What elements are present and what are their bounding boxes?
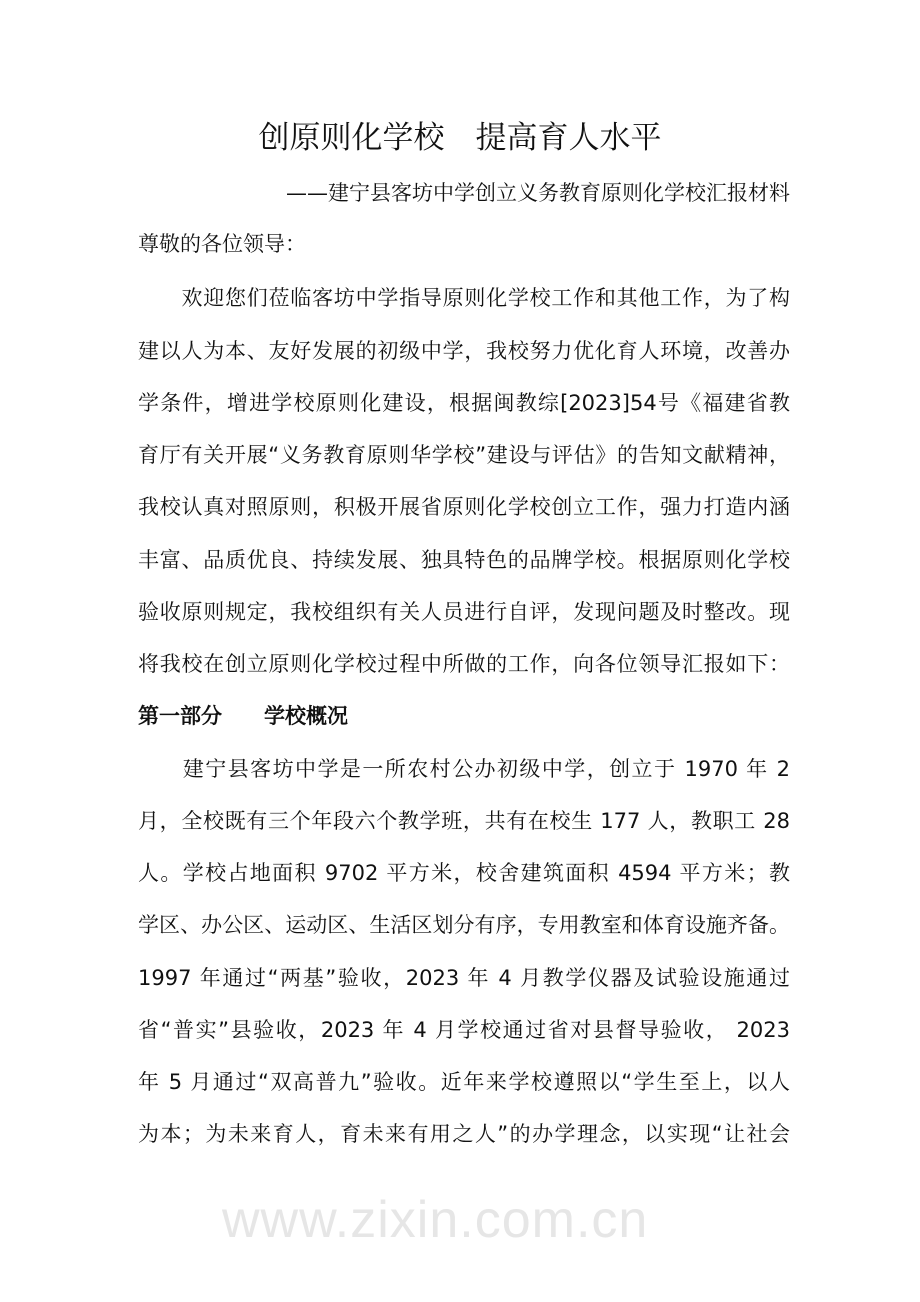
document-title: 创原则化学校 提高育人水平 (258, 120, 662, 156)
paragraph-line: 欢迎您们莅临客坊中学指导原则化学校工作和其他工作，为了构 (138, 286, 790, 310)
paragraph-line: 年 5 月通过“双高普九”验收。近年来学校遵照以“学生至上，以人 (138, 1070, 790, 1094)
paragraph-line: 丰富、品质优良、持续发展、独具特色的品牌学校。根据原则化学校 (138, 548, 790, 572)
paragraph-line: 人。学校占地面积 9702 平方米，校舍建筑面积 4594 平方米；教 (138, 861, 790, 885)
section-heading: 第一部分 学校概况 (138, 704, 348, 728)
paragraph-line: 月，全校既有三个年段六个教学班，共有在校生 177 人，教职工 28 (138, 809, 790, 833)
paragraph-line: 学条件，增进学校原则化建设，根据闽教综[2023]54号《福建省教 (138, 391, 790, 415)
paragraph-line: 省“普实”县验收，2023 年 4 月学校通过省对县督导验收， 2023 (138, 1018, 790, 1042)
paragraph-line: 验收原则规定，我校组织有关人员进行自评，发现问题及时整改。现 (138, 600, 790, 624)
paragraph-line: 育厅有关开展“义务教育原则华学校”建设与评估》的告知文献精神， (138, 443, 790, 467)
paragraph-line: 1997 年通过“两基”验收，2023 年 4 月教学仪器及试验设施通过 (138, 966, 790, 990)
paragraph-line: 将我校在创立原则化学校过程中所做的工作，向各位领导汇报如下： (138, 652, 790, 676)
paragraph-line: 我校认真对照原则，积极开展省原则化学校创立工作，强力打造内涵 (138, 495, 790, 519)
document-subtitle: ——建宁县客坊中学创立义务教育原则化学校汇报材料 (286, 181, 790, 205)
paragraph-line: 学区、办公区、运动区、生活区划分有序，专用教室和体育设施齐备。 (138, 913, 790, 937)
watermark: www.zixin.com.cn (222, 1191, 649, 1249)
paragraph-line: 为本；为未来育人，育未来有用之人”的办学理念，以实现“让社会 (138, 1122, 790, 1146)
paragraph-line: 建宁县客坊中学是一所农村公办初级中学，创立于 1970 年 2 (138, 757, 790, 781)
paragraph-line: 建以人为本、友好发展的初级中学，我校努力优化育人环境，改善办 (138, 339, 790, 363)
salutation: 尊敬的各位领导： (138, 232, 306, 256)
